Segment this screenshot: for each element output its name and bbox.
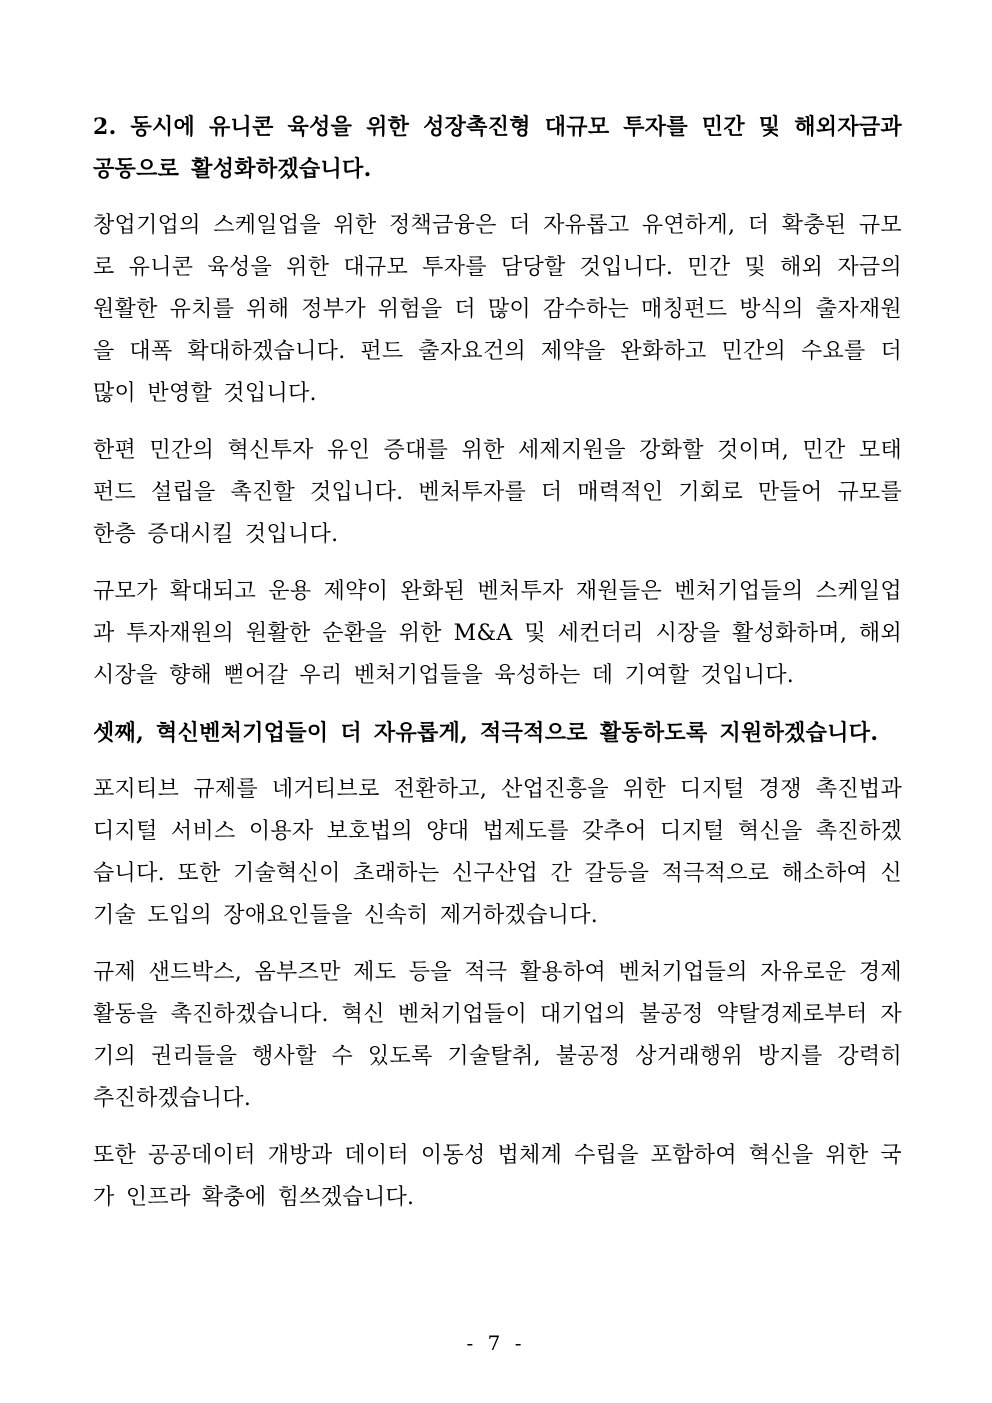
paragraph-sandbox-ombudsman: 규제 샌드박스, 옴부즈만 제도 등을 적극 활용하여 벤처기업들의 자유로운 경제활동을 촉진하겠습니다. 혁신 벤처기업들이 대기업의 불공정 약탈경제로부터 자기의 권리들을 행사할 수 있도록 기술탈취, 불공정 상거래행위 방지를 강력히 추진하겠습니다. — [93, 960, 902, 1111]
document-body — [93, 106, 902, 1234]
paragraph-policy-finance: 창업기업의 스케일업을 위한 정책금융은 더 자유롭고 유연하게, 더 확충된 규모로 유니콘 육성을 위한 대규모 투자를 담당할 것입니다. 민간 및 해외 자금의 원활한 유치를 위해 정부가 위험을 더 많이 감수하는 매칭펀드 방식의 출자재원을 대폭 확대하겠습니다. 펀드 출자요건의 제약을 완화하고 민간의 수요를 더 많이 반영할 것입니다. — [93, 213, 902, 406]
paragraph-negative-regulation-shift: 포지티브 규제를 네거티브로 전환하고, 산업진흥을 위한 디지털 경쟁 촉진법과 디지털 서비스 이용자 보호법의 양대 법제도를 갖추어 디지털 혁신을 촉진하겠습니다. 또한 기술혁신이 초래하는 신구산업 간 갈등을 적극적으로 해소하여 신기술 도입의 장애요인들을 신속히 제거하겠습니다. — [93, 777, 902, 928]
page-number: - 7 - — [466, 1331, 526, 1355]
heading-third-support-venture-firms: 셋째, 혁신벤처기업들이 더 자유롭게, 적극적으로 활동하도록 지원하겠습니다. — [93, 720, 879, 746]
paragraph-public-data-infrastructure: 또한 공공데이터 개방과 데이터 이동성 법체계 수립을 포함하여 혁신을 위한 국가 인프라 확충에 힘쓰겠습니다. — [93, 1143, 902, 1210]
paragraph-tax-support-motae-fund: 한편 민간의 혁신투자 유인 증대를 위한 세제지원을 강화할 것이며, 민간 모태펀드 설립을 촉진할 것입니다. 벤처투자를 더 매력적인 기회로 만들어 규모를 한층 증대시킬 것입니다. — [93, 438, 902, 547]
paragraph-venture-capital-circulation: 규모가 확대되고 운용 제약이 완화된 벤처투자 재원들은 벤처기업들의 스케일업과 투자재원의 원활한 순환을 위한 M&A 및 세컨더리 시장을 활성화하며, 해외시장을 향해 뻗어갈 우리 벤처기업들을 육성하는 데 기여할 것입니다. — [93, 579, 902, 688]
heading-unicorn-investment: 2. 동시에 유니콘 육성을 위한 성장촉진형 대규모 투자를 민간 및 해외자금과 공동으로 활성화하겠습니다. — [93, 114, 902, 182]
